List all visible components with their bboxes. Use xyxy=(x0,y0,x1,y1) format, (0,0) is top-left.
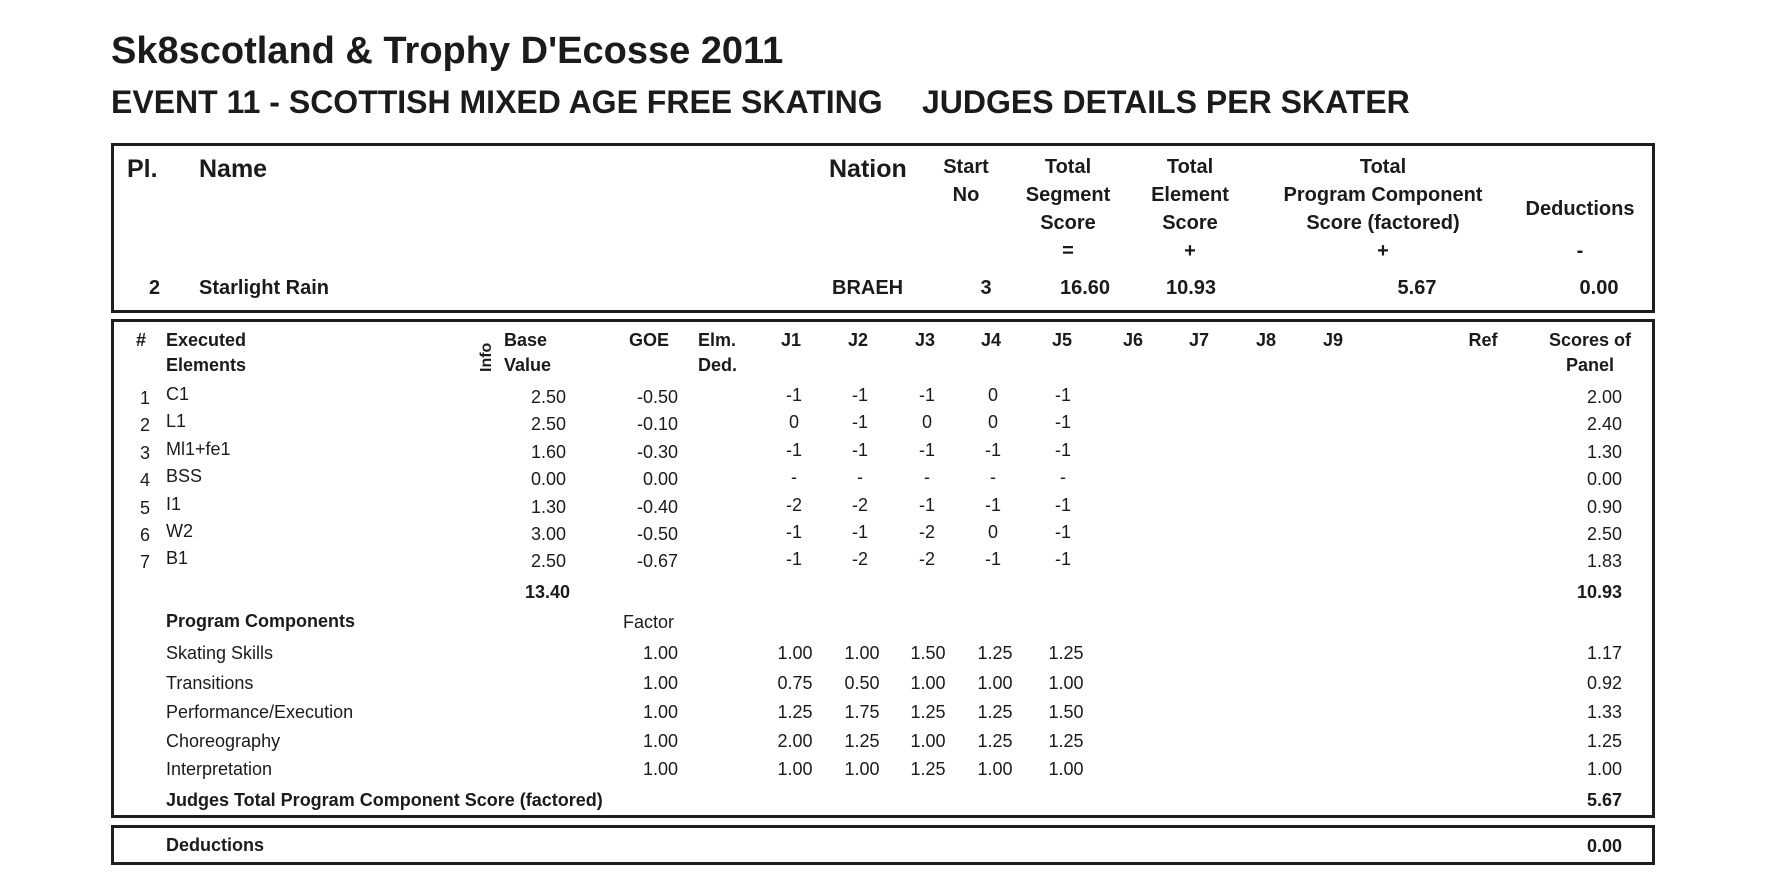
element-panel-score: 1.30 xyxy=(1586,442,1622,462)
header-tss-line: Total xyxy=(1044,156,1092,178)
component-judge-4-score: 1.00 xyxy=(977,673,1013,693)
header-executed-elements xyxy=(166,328,246,378)
element-judge-5-score: -1 xyxy=(1054,385,1072,405)
skater-nation: BRAEH xyxy=(832,277,904,299)
header-element-number: # xyxy=(136,330,147,350)
element-judge-3-score: 0 xyxy=(921,412,933,432)
element-base-value: 2.50 xyxy=(530,414,566,434)
element-goe: 0.00 xyxy=(642,469,678,489)
skater-total-segment-score: 16.60 xyxy=(1059,277,1111,299)
element-base-value: 2.50 xyxy=(530,551,566,571)
component-factor: 1.00 xyxy=(642,673,678,693)
element-code: L1 xyxy=(166,411,187,431)
component-judge-5-score: 1.00 xyxy=(1048,673,1084,693)
header-deductions-line: Deductions xyxy=(1525,198,1635,220)
header-scores-line: Scores of xyxy=(1548,330,1632,350)
component-judge-4-score: 1.25 xyxy=(977,702,1013,722)
header-tss-line: Segment xyxy=(1025,184,1111,206)
component-judge-4-score: 1.25 xyxy=(977,643,1013,663)
header-judge-6: J6 xyxy=(1122,330,1144,350)
element-judge-4-score: 0 xyxy=(987,412,999,432)
element-goe: -0.30 xyxy=(636,442,678,462)
element-number: 4 xyxy=(139,470,151,490)
header-executed-line: Executed xyxy=(166,330,247,350)
element-judge-2-score: -1 xyxy=(851,522,869,542)
header-tes-line: + xyxy=(1184,240,1196,262)
component-judge-3-score: 1.25 xyxy=(910,759,946,779)
component-panel-score: 0.92 xyxy=(1586,673,1622,693)
header-executed-line: Elements xyxy=(166,355,247,375)
element-judge-5-score: -1 xyxy=(1054,522,1072,542)
component-name: Transitions xyxy=(166,673,254,693)
component-judge-2-score: 1.75 xyxy=(844,702,880,722)
element-judge-3-score: -1 xyxy=(918,385,936,405)
report-title: JUDGES DETAILS PER SKATER xyxy=(922,84,1410,120)
element-goe: -0.50 xyxy=(636,524,678,544)
element-goe: -0.50 xyxy=(636,387,678,407)
element-base-value: 0.00 xyxy=(530,469,566,489)
component-panel-score: 1.25 xyxy=(1586,731,1622,751)
element-judge-1-score: -2 xyxy=(785,495,803,515)
component-name: Choreography xyxy=(166,731,281,751)
event-title: EVENT 11 - SCOTTISH MIXED AGE FREE SKATING xyxy=(111,84,883,120)
element-goe: -0.40 xyxy=(636,497,678,517)
element-code: C1 xyxy=(166,384,190,404)
element-judge-2-score: -2 xyxy=(851,495,869,515)
header-tss-line: Score xyxy=(1040,212,1096,234)
element-judge-4-score: -1 xyxy=(984,495,1002,515)
element-judge-5-score: -1 xyxy=(1054,495,1072,515)
element-judge-2-score: -1 xyxy=(851,440,869,460)
header-info: Info xyxy=(478,342,495,372)
program-components-label: Program Components xyxy=(166,611,356,631)
component-judge-1-score: 1.00 xyxy=(777,759,813,779)
header-place: Pl. xyxy=(127,155,158,183)
element-base-value: 2.50 xyxy=(530,387,566,407)
skater-start-no: 3 xyxy=(980,277,992,299)
component-judge-3-score: 1.00 xyxy=(910,731,946,751)
header-tes-line: Score xyxy=(1162,212,1218,234)
element-number: 2 xyxy=(139,415,151,435)
page-title: Sk8scotland & Trophy D'Ecosse 2011 xyxy=(111,30,784,72)
component-judge-4-score: 1.00 xyxy=(977,759,1013,779)
element-goe: -0.67 xyxy=(636,551,678,571)
element-judge-4-score: 0 xyxy=(987,522,999,542)
skater-deductions: 0.00 xyxy=(1579,277,1619,299)
element-code: W2 xyxy=(166,521,193,541)
element-judge-2-score: -1 xyxy=(851,385,869,405)
element-number: 7 xyxy=(139,552,151,572)
element-panel-score: 2.40 xyxy=(1586,414,1622,434)
element-judge-3-score: -2 xyxy=(918,549,936,569)
header-total-segment-score xyxy=(1026,153,1110,265)
component-panel-score: 1.00 xyxy=(1586,759,1622,779)
element-judge-4-score: -1 xyxy=(984,549,1002,569)
element-code: Ml1+fe1 xyxy=(166,439,231,459)
header-pcs-line: Score (factored) xyxy=(1306,212,1460,234)
element-judge-4-score: 0 xyxy=(987,385,999,405)
skater-name: Starlight Rain xyxy=(199,277,330,299)
component-judge-4-score: 1.25 xyxy=(977,731,1013,751)
header-pcs-line: Total xyxy=(1359,156,1407,178)
element-judge-3-score: -1 xyxy=(918,440,936,460)
header-base-value xyxy=(504,328,551,378)
header-pcs-line: + xyxy=(1377,240,1389,262)
judges-details-box xyxy=(111,319,1655,818)
header-judge-7: J7 xyxy=(1188,330,1210,350)
component-judge-5-score: 1.25 xyxy=(1048,643,1084,663)
header-judge-8: J8 xyxy=(1255,330,1277,350)
judges-total-pcs-value: 5.67 xyxy=(1586,790,1622,810)
component-panel-score: 1.17 xyxy=(1586,643,1622,663)
element-number: 5 xyxy=(139,498,151,518)
element-panel-score: 1.83 xyxy=(1586,551,1622,571)
element-judge-1-score: 0 xyxy=(788,412,800,432)
header-judge-1: J1 xyxy=(780,330,802,350)
element-code: BSS xyxy=(166,466,203,486)
deductions-box xyxy=(111,825,1655,865)
header-start-no-line: Start xyxy=(943,156,989,178)
header-deductions xyxy=(1526,181,1635,265)
component-judge-5-score: 1.25 xyxy=(1048,731,1084,751)
judges-total-pcs-label: Judges Total Program Component Score (factored) xyxy=(166,790,603,810)
element-code: B1 xyxy=(166,548,189,568)
element-judge-4-score: -1 xyxy=(984,440,1002,460)
element-judge-1-score: -1 xyxy=(785,440,803,460)
deductions-value: 0.00 xyxy=(1586,836,1622,856)
header-tss-line: = xyxy=(1062,240,1074,262)
element-number: 3 xyxy=(139,443,151,463)
component-judge-1-score: 1.00 xyxy=(777,643,813,663)
element-base-value: 1.30 xyxy=(530,497,566,517)
element-panel-score: 0.00 xyxy=(1586,469,1622,489)
header-elm-ded-line: Elm. xyxy=(698,330,737,350)
component-judge-3-score: 1.50 xyxy=(910,643,946,663)
header-start-no-line: No xyxy=(952,184,980,206)
component-factor: 1.00 xyxy=(642,702,678,722)
element-panel-score: 0.90 xyxy=(1586,497,1622,517)
element-judge-2-score: -1 xyxy=(851,412,869,432)
header-start-no xyxy=(943,153,989,209)
component-judge-3-score: 1.25 xyxy=(910,702,946,722)
elements-score-total: 10.93 xyxy=(1576,582,1622,602)
element-judge-5-score: -1 xyxy=(1054,549,1072,569)
component-judge-2-score: 1.00 xyxy=(844,759,880,779)
element-judge-1-score: -1 xyxy=(785,522,803,542)
header-element-deduction xyxy=(698,328,737,378)
skater-place: 2 xyxy=(149,277,161,299)
header-total-element-score xyxy=(1151,153,1229,265)
element-judge-3-score: -1 xyxy=(918,495,936,515)
element-judge-3-score: - xyxy=(924,467,930,487)
component-panel-score: 1.33 xyxy=(1586,702,1622,722)
element-judge-1-score: -1 xyxy=(785,549,803,569)
component-name: Skating Skills xyxy=(166,643,274,663)
header-base-line: Value xyxy=(504,355,552,375)
header-judge-9: J9 xyxy=(1322,330,1344,350)
component-name: Performance/Execution xyxy=(166,702,354,722)
header-base-line: Base xyxy=(504,330,548,350)
element-judge-2-score: - xyxy=(857,467,863,487)
element-judge-4-score: - xyxy=(990,467,996,487)
component-judge-2-score: 1.25 xyxy=(844,731,880,751)
header-judge-4: J4 xyxy=(980,330,1002,350)
component-factor: 1.00 xyxy=(642,759,678,779)
factor-label: Factor xyxy=(623,612,675,632)
header-judge-2: J2 xyxy=(847,330,869,350)
skater-total-program-component-score: 5.67 xyxy=(1397,277,1437,299)
component-judge-5-score: 1.50 xyxy=(1048,702,1084,722)
component-judge-3-score: 1.00 xyxy=(910,673,946,693)
header-deductions-line: - xyxy=(1576,240,1584,262)
header-judge-3: J3 xyxy=(914,330,936,350)
component-name: Interpretation xyxy=(166,759,273,779)
component-judge-1-score: 1.25 xyxy=(777,702,813,722)
element-goe: -0.10 xyxy=(636,414,678,434)
header-name: Name xyxy=(199,155,268,183)
element-panel-score: 2.50 xyxy=(1586,524,1622,544)
element-judge-5-score: - xyxy=(1060,467,1066,487)
component-factor: 1.00 xyxy=(642,731,678,751)
header-elm-ded-line: Ded. xyxy=(698,355,738,375)
header-referee: Ref xyxy=(1468,330,1498,350)
element-judge-3-score: -2 xyxy=(918,522,936,542)
element-judge-5-score: -1 xyxy=(1054,440,1072,460)
component-judge-1-score: 0.75 xyxy=(777,673,813,693)
component-judge-1-score: 2.00 xyxy=(777,731,813,751)
header-tes-line: Element xyxy=(1151,184,1229,206)
header-total-program-component-score xyxy=(1284,153,1483,265)
header-goe: GOE xyxy=(628,330,670,350)
element-number: 1 xyxy=(139,388,151,408)
skater-total-element-score: 10.93 xyxy=(1165,277,1217,299)
header-nation: Nation xyxy=(829,155,907,183)
base-value-total: 13.40 xyxy=(524,582,570,602)
header-tes-line: Total xyxy=(1166,156,1214,178)
element-judge-1-score: - xyxy=(791,467,797,487)
element-judge-5-score: -1 xyxy=(1054,412,1072,432)
component-factor: 1.00 xyxy=(642,643,678,663)
element-base-value: 1.60 xyxy=(530,442,566,462)
component-judge-5-score: 1.00 xyxy=(1048,759,1084,779)
component-judge-2-score: 1.00 xyxy=(844,643,880,663)
element-panel-score: 2.00 xyxy=(1586,387,1622,407)
header-judge-5: J5 xyxy=(1051,330,1073,350)
component-judge-2-score: 0.50 xyxy=(844,673,880,693)
element-judge-1-score: -1 xyxy=(785,385,803,405)
element-judge-2-score: -2 xyxy=(851,549,869,569)
element-number: 6 xyxy=(139,525,151,545)
header-scores-line: Panel xyxy=(1565,355,1615,375)
header-scores-of-panel xyxy=(1548,328,1672,378)
element-base-value: 3.00 xyxy=(530,524,566,544)
header-pcs-line: Program Component xyxy=(1283,184,1483,206)
element-code: I1 xyxy=(166,494,182,514)
deductions-label: Deductions xyxy=(166,835,265,855)
